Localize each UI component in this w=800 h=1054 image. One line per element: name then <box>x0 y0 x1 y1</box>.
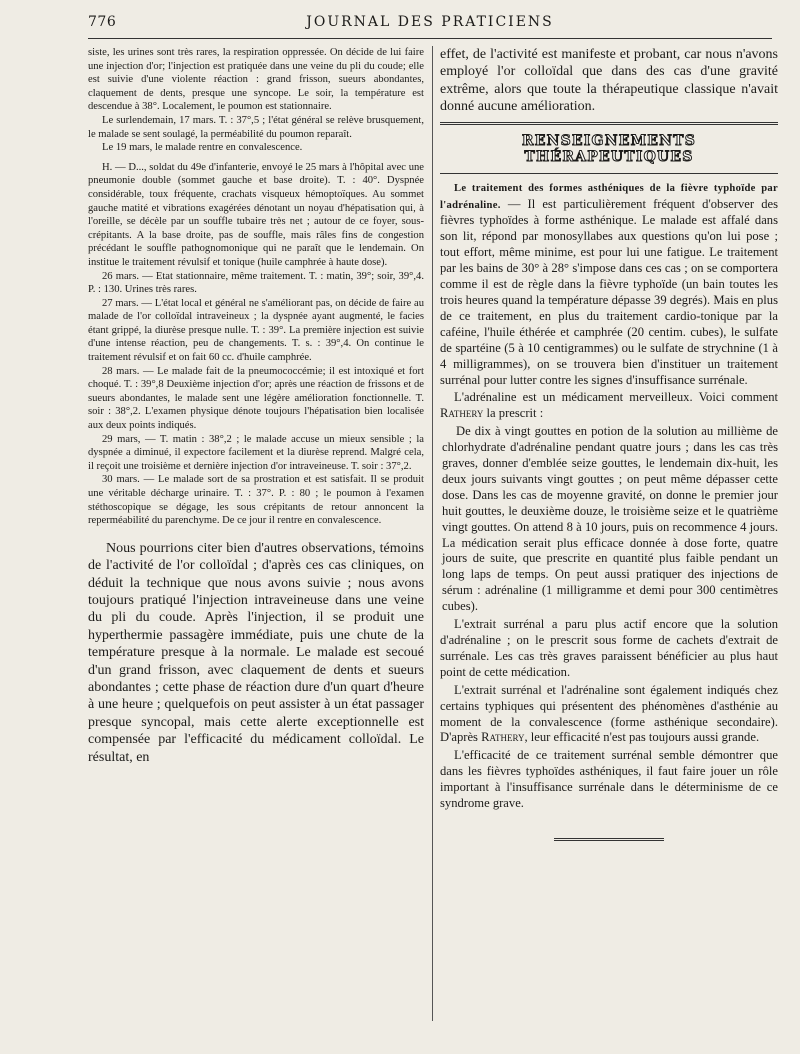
article-paragraph: L'extrait surrénal a paru plus actif encore que la solution d'adrénaline ; on le prescrit sous forme de cachets d'extrait de surrénale. Les cas très graves paraissent bénéficier au plus haut point de cette médication. <box>440 617 778 679</box>
case-day-entry: 28 mars. — Le malade fait de la pneumococcémie; il est intoxiqué et fort choqué. T. : 39°,8 Deuxième injection d'or; après une réaction de frissons et de sueurs abondantes, le malade sent une légère amélioration fonctionnelle. T. soir : 38°,2. L'examen physique dénote toujours l'hépatisation bien localisée aux deux points indiqués. <box>88 365 424 432</box>
end-rule <box>554 838 664 841</box>
article-paragraph <box>440 390 778 422</box>
article-paragraph <box>440 683 778 747</box>
case-day-entry: 27 mars. — L'état local et général ne s'améliorant pas, on décide de faire au malade de l'or colloïdal intraveineux ; la dyspnée ayant augmenté, le facies étant grippé, la diurèse presque nulle. T. : 39°. La première injection est suivie d'une intense réaction, peu de changements. T. s. : 39°,4. On continue le traitement révulsif et on fait 60 cc. d'huile camphrée. <box>88 297 424 364</box>
column-divider <box>432 46 433 1021</box>
case-observation-h: H. — D..., soldat du 49e d'infanterie, envoyé le 25 mars à l'hôpital avec une pneumonie double (sommet gauche et base droite). T. : 40°. Dyspnée considérable, toux fréquente, crachats visqueux hémoptoïques. Au sommet gauche matité et vibrations exagérées dénotant un noyau d'hépatisation qui, à l'oreille, se décèle par un souffle tubaire très net ; autour de ce foyer, sous-crépitants. A la base droite, pas de souffle, mais râles fins de congestion précédant le souffle pathognomonique qui ne paraît que le lendemain. On institue le traitement révulsif et tonique (huile camphrée à haute dose). <box>88 161 424 268</box>
author-name: Rathery <box>440 406 484 421</box>
left-column <box>88 46 424 766</box>
case-paragraph: Le 19 mars, le malade rentre en convalescence. <box>102 142 303 154</box>
page-header <box>88 14 772 34</box>
text-run: L'extrait surrénal et l'adrénaline sont également indiqués chez certains typhiques qui présentent des phénomènes d'asthénie au moment de la convalescence (forme asthénique secondaire). D'après <box>440 682 778 745</box>
case-day-entry: 26 mars. — Etat stationnaire, même traitement. T. : matin, 39°; soir, 39°,4. P. : 130. Urines très rares. <box>88 270 424 296</box>
running-title: JOURNAL DES PRATICIENS <box>306 14 554 30</box>
article-intro-text: — Il est particulièrement fréquent d'observer des fièvres typhoïdes à forme asthénique. Le malade est affalé dans son lit, répond par monosyllabes aux questions qu'on lui pose ; tout effort, même minime, est pour lui une fatigue. Le traitement par les bains de 30° à 28° s'impose dans ces cas ; on se comportera comme il est de règle dans la fièvre typhoïde (un bain toutes les trois heures quand la température dépasse 39 degrés). Mais en plus de ce traitement, en plus du traitement cardio-tonique par la caféine, l'huile éthérée et camphrée (20 centim. cubes), le sulfate de spartéine (5 à 10 centigrammes) ou le sulfate de strychnine (1 à 4 milligrammes), on se trouvera bien d'instituer un traitement surrénal pour lutter contre les signes d'insuffisance surrénale. <box>440 196 778 387</box>
section-title: RENSEIGNEMENTS THÉRAPEUTIQUES <box>521 132 697 165</box>
header-rule <box>88 38 772 39</box>
text-run: , leur efficacité n'est pas toujours aussi grande. <box>524 730 760 745</box>
text-run: L'adrénaline est un médicament merveilleux. Voici comment <box>454 390 778 405</box>
case-day-entry: 30 mars. — Le malade sort de sa prostration et est satisfait. Il se produit une véritable décharge urinaire. T. : 37°. P. : 80 ; le poumon à l'examen stéthoscopique se dégage, les sous crépitants de retour annoncent la reperméabilité du parenchyme. De ce jour il rentre en convalescence. <box>88 474 424 527</box>
prescription-paragraph: De dix à vingt gouttes en potion de la solution au millième de chlorhydrate d'adrénaline pendant quatre jours ; dans les cas très graves, donner d'emblée seize gouttes, le lendemain dix-huit, les deux jours suivants vingt gouttes ; on peut même dépasser cette dose. Dans les cas de moyenne gravité, on donne le premier jour huit gouttes, le deuxième douze, le troisième seize et le quatrième vingt gouttes. On attend 8 à 10 jours, puis on recommence 4 jours. La médication serait plus efficace donnée à dose forte, quatre jours de suite, que prescrite en quantité plus faible pendant un long laps de temps. On peut aussi pratiquer des injections de sérum : adrénaline (1 milligramme et demi pour 300 centimètres cubes). <box>442 424 778 614</box>
case-paragraph: siste, les urines sont très rares, la respiration oppressée. On décide de lui faire une injection d'or; l'injection est pratiquée dans une veine du pli du coude; elle est suivie d'une violente réaction : grand frisson, sueurs abondantes, claquement de dents, presque une syncope. Le soir, la température est descendue à 38°. Localement, le poumon est stationnaire. <box>88 47 424 113</box>
article-paragraph: L'efficacité de ce traitement surrénal semble démontrer que dans les fièvres typhoïdes asthéniques, il faut faire jouer un rôle important à l'insuffisance surrénale dans le déterminisme de ce syndrome grave. <box>440 748 778 811</box>
conclusion-paragraph: Nous pourrions citer bien d'autres observations, témoins de l'activité de l'or colloïdal ; d'après ces cas cliniques, on déduit la technique que nous avons suivie ; nous avons toujours pratiqué l'injection intraveineuse dans une veine du pli du coude. Après l'injection, il se produit une hyperthermie passagère immédiate, puis une chute de la température presque à la normale. Le malade est secoué d'un grand frisson, avec claquement de dents et sueurs abondantes ; cette phase de réaction dure d'un quart d'heure à une heure ; quelquefois on peut assister à un état passager presque syncopal, mais cette alerte exceptionnelle est compensée par l'efficacité du médicament colloïdal. Le résultat, en <box>88 540 424 765</box>
page-number: 776 <box>88 14 117 30</box>
case-paragraph: Le surlendemain, 17 mars. T. : 37°,5 ; l'état général se relève brusquement, le malade se sent soulagé, la perméabilité du poumon reparaît. <box>88 114 424 140</box>
section-rule-top <box>440 122 778 125</box>
author-name: Rathery <box>481 730 525 745</box>
case-day-entry: 29 mars, — T. matin : 38°,2 ; le malade accuse un mieux sensible ; la dyspnée a diminué, il expectore facilement et la diurèse reprend. Malgré cela, il reçoit une troisième et dernière injection d'or intraveineuse. T. soir : 37°,2. <box>88 433 424 472</box>
right-column <box>440 46 778 841</box>
continuation-paragraph: effet, de l'activité est manifeste et probant, car nous n'avons employé l'or colloïdal que dans des cas d'une gravité extrême, alors que toute la thérapeutique classique n'avait donné aucune amélioration. <box>440 47 778 115</box>
text-run: la prescrit : <box>483 406 544 421</box>
article-subhead: Le traitement des formes asthéniques de la fièvre typhoïde par l'adrénaline. <box>440 182 778 211</box>
article-intro <box>440 180 778 389</box>
